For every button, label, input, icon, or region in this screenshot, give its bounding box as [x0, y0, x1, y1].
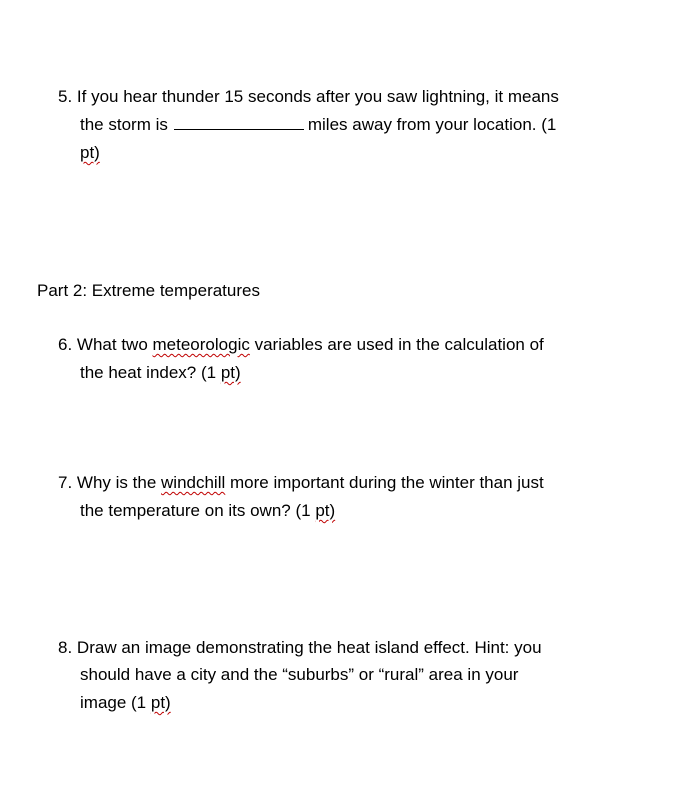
- question-7-text: more important during the winter than just: [230, 473, 544, 492]
- question-8-text: Draw an image demonstrating the heat island effect. Hint: you: [76, 638, 542, 657]
- question-7-line-2: [80, 500, 335, 522]
- spellcheck-word: pt): [220, 363, 241, 382]
- spellcheck-word: pt): [150, 693, 171, 712]
- question-6-text: What two: [76, 335, 148, 354]
- question-6-line-2: [80, 362, 241, 384]
- spellcheck-word: pt): [80, 143, 100, 162]
- question-5-text-post-blank: miles away from your location. (1: [307, 115, 557, 134]
- question-5-number: 5.: [58, 87, 73, 106]
- question-7-text: the temperature on its own? (1: [80, 501, 311, 520]
- question-6-text: the heat index? (1: [80, 363, 217, 382]
- question-7-text: Why is the: [76, 473, 157, 492]
- question-8-number: 8.: [58, 638, 73, 657]
- question-5-text-pre-blank: the storm is: [80, 115, 168, 134]
- question-8-line-2: [80, 664, 518, 686]
- question-7-line-1: [58, 472, 544, 494]
- answer-blank-line[interactable]: [174, 114, 304, 130]
- question-8-line-1: [58, 637, 542, 659]
- question-8-text: image (1: [80, 693, 147, 712]
- question-7-number: 7.: [58, 473, 73, 492]
- part-2-heading: Part 2: Extreme temperatures: [37, 281, 260, 300]
- question-5-line-3: [80, 142, 100, 164]
- spellcheck-word: pt): [315, 501, 336, 520]
- question-8-line-3: [80, 692, 171, 714]
- question-6-text: variables are used in the calculation of: [254, 335, 544, 354]
- question-6-line-1: [58, 334, 544, 356]
- question-8-text: should have a city and the “suburbs” or “rural” area in your: [80, 665, 519, 684]
- spellcheck-word: meteorologic: [152, 335, 250, 354]
- spellcheck-word: windchill: [161, 473, 226, 492]
- question-5-line-2: [80, 114, 556, 136]
- question-5-line-1: [58, 86, 559, 108]
- question-5-text: If you hear thunder 15 seconds after you saw lightning, it means: [76, 87, 559, 106]
- question-6-number: 6.: [58, 335, 73, 354]
